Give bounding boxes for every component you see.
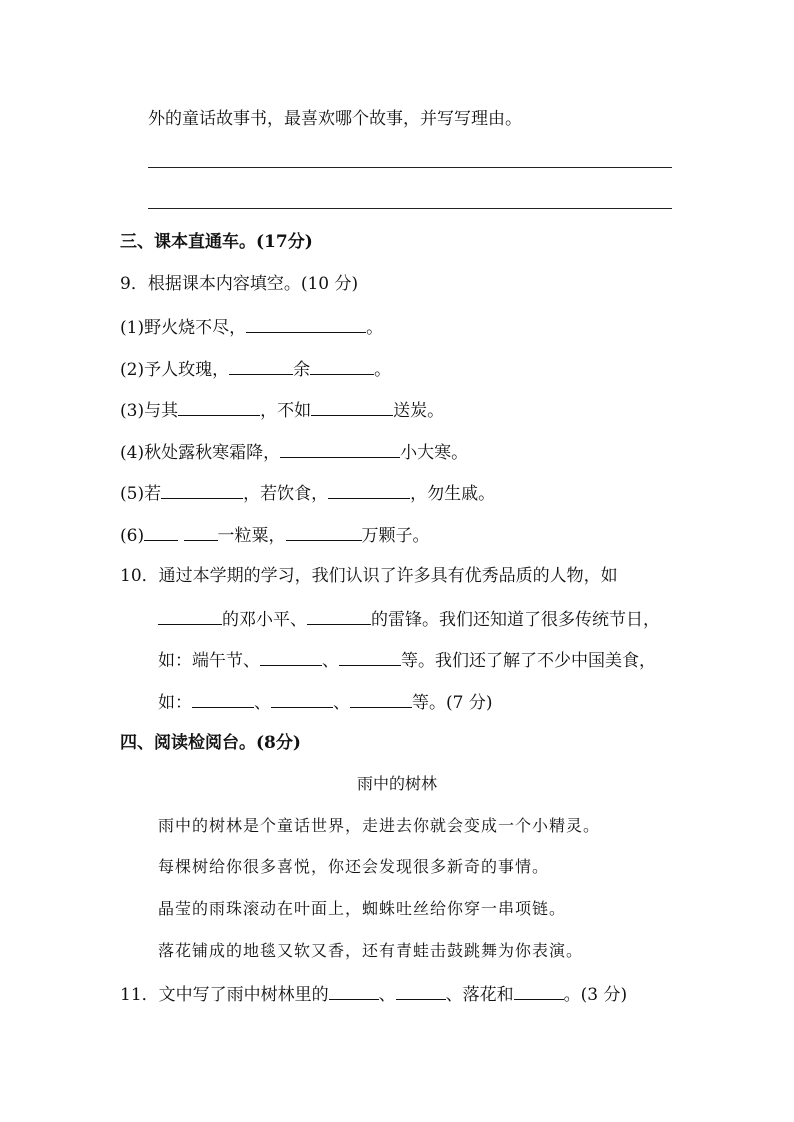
answer-line-2[interactable] — [148, 208, 672, 209]
passage-title: 雨中的树林 — [356, 774, 437, 793]
section-3-heading: 三、课本直通车。(17分) — [120, 232, 313, 252]
blank[interactable] — [329, 982, 379, 1000]
q9-3-text-b: ，不如 — [260, 401, 312, 421]
blank[interactable] — [246, 315, 366, 333]
q9-4-text-b: 小大寒。 — [400, 443, 469, 463]
blank[interactable] — [178, 398, 260, 416]
q9-2-text-c: 。 — [374, 360, 392, 380]
section-4-heading: 四、阅读检阅台。(8分) — [120, 733, 301, 753]
blank[interactable] — [328, 481, 410, 499]
q10-line-2 — [158, 607, 660, 631]
q9-3-text-c: 送炭。 — [393, 401, 445, 421]
q9-6-text-b: 一粒粟， — [217, 526, 286, 546]
q10-text: 等。(7 分) — [412, 693, 493, 713]
q9-2-text-b: 余 — [293, 360, 311, 380]
q9-2-text-a: (2)予人玫瑰， — [120, 360, 230, 380]
blank[interactable] — [229, 357, 293, 375]
blank[interactable] — [192, 690, 254, 708]
q9-item-5 — [120, 481, 495, 505]
q9-5-text-b: ，若饮食， — [243, 484, 329, 504]
q11-text: 。(3 分) — [563, 985, 628, 1005]
q10-text: 如：端午节、 — [158, 651, 260, 671]
q9-5-text-c: ，勿生戚。 — [410, 484, 496, 504]
q10-line-3 — [158, 648, 656, 672]
q9-4-text-a: (4)秋处露秋寒霜降， — [120, 443, 281, 463]
passage-line-2: 每棵树给你很多喜悦，你还会发现很多新奇的事情。 — [158, 857, 550, 876]
passage-line-3: 晶莹的雨珠滚动在叶面上，蜘蛛吐丝给你穿一串项链。 — [158, 899, 567, 918]
blank[interactable] — [396, 982, 446, 1000]
q11-text: 、落花和 — [445, 985, 514, 1005]
q11-text: 11．文中写了雨中树林里的 — [120, 985, 329, 1005]
q10-text: 等。我们还了解了不少中国美食， — [401, 651, 656, 671]
q9-stem: 9．根据课本内容填空。(10 分) — [120, 274, 359, 294]
q9-item-6 — [120, 523, 430, 547]
blank[interactable] — [158, 607, 222, 625]
blank[interactable] — [514, 982, 564, 1000]
q10-text: 、 — [333, 693, 350, 713]
blank[interactable] — [161, 481, 243, 499]
q11 — [120, 982, 627, 1006]
q9-1-text-b: 。 — [366, 318, 384, 338]
blank[interactable] — [280, 440, 400, 458]
q10-text: 的雷锋。我们还知道了很多传统节日， — [371, 610, 660, 630]
q10-text: 、 — [254, 693, 271, 713]
blank[interactable] — [286, 523, 362, 541]
q10-text: 如： — [158, 693, 192, 713]
q9-6-text-a: (6) — [120, 526, 145, 546]
blank[interactable] — [311, 398, 393, 416]
q9-5-text-a: (5)若 — [120, 484, 162, 504]
passage-line-1: 雨中的树林是个童话世界，走进去你就会变成一个小精灵。 — [158, 816, 601, 835]
q10-line-1: 10．通过本学期的学习，我们认识了许多具有优秀品质的人物，如 — [120, 566, 618, 586]
passage-line-4: 落花铺成的地毯又软又香，还有青蛙击鼓跳舞为你表演。 — [158, 941, 584, 960]
q10-text: 、 — [322, 651, 339, 671]
q9-item-3 — [120, 398, 444, 422]
q10-text: 的邓小平、 — [222, 610, 307, 630]
q9-item-1 — [120, 315, 383, 339]
q8-continuation: 外的童话故事书，最喜欢哪个故事，并写写理由。 — [148, 109, 522, 129]
q10-line-4 — [158, 690, 492, 714]
q9-1-text-a: (1)野火烧不尽， — [120, 318, 247, 338]
answer-line-1[interactable] — [148, 167, 672, 168]
blank[interactable] — [307, 607, 371, 625]
q9-item-4 — [120, 440, 468, 464]
blank[interactable] — [310, 357, 374, 375]
blank[interactable] — [260, 648, 322, 666]
q9-item-2 — [120, 357, 391, 381]
blank[interactable] — [144, 523, 178, 541]
q11-text: 、 — [378, 985, 396, 1005]
blank[interactable] — [184, 523, 218, 541]
blank[interactable] — [271, 690, 333, 708]
q9-3-text-a: (3)与其 — [120, 401, 179, 421]
blank[interactable] — [350, 690, 412, 708]
blank[interactable] — [339, 648, 401, 666]
q9-6-text-c: 万颗子。 — [361, 526, 430, 546]
